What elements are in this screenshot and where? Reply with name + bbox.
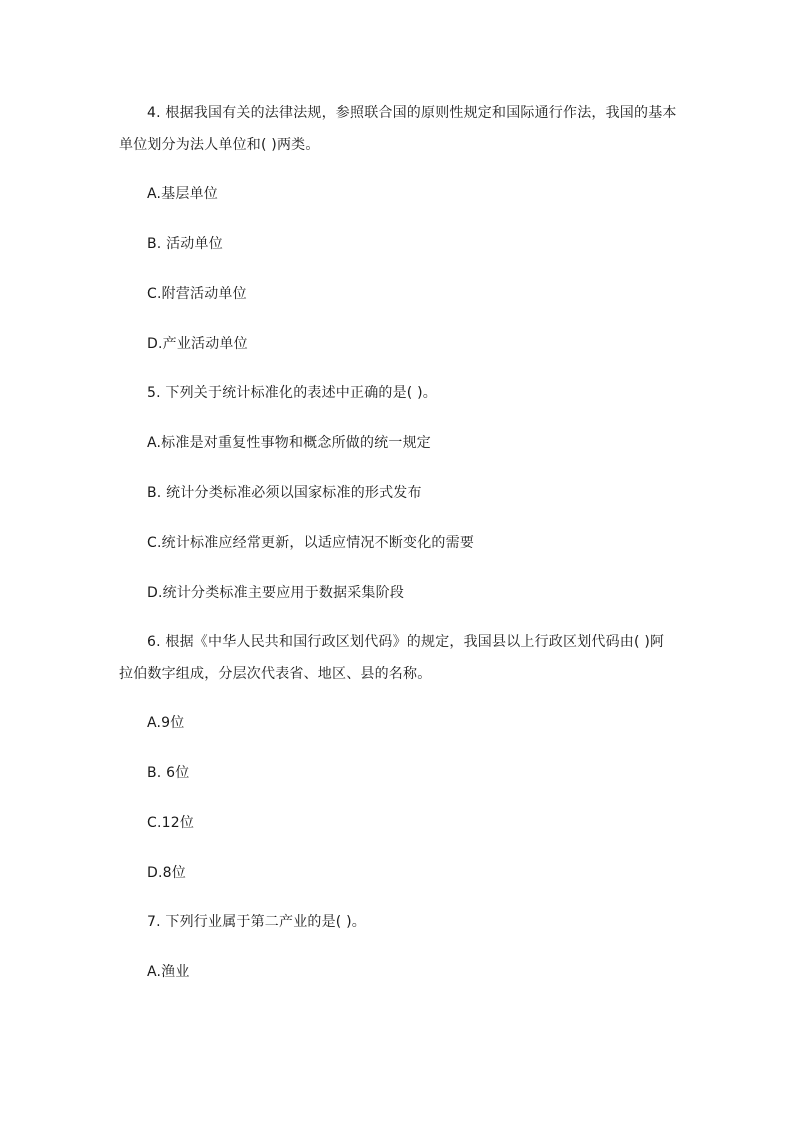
question-4-option-c: C.附营活动单位: [147, 286, 247, 302]
question-5-option-b: B. 统计分类标准必须以国家标准的形式发布: [147, 485, 422, 501]
question-4-option-a: A.基层单位: [147, 186, 218, 202]
question-4-stem-line-2: 单位划分为法人单位和( )两类。: [119, 137, 320, 153]
question-6-option-d: D.8位: [147, 865, 186, 881]
question-6-stem-line-2: 拉伯数字组成，分层次代表省、地区、县的名称。: [119, 666, 432, 682]
question-5-option-d: D.统计分类标准主要应用于数据采集阶段: [147, 585, 405, 601]
question-6-option-a: A.9位: [147, 715, 185, 731]
question-7-option-a: A.渔业: [147, 964, 190, 980]
question-7-stem-line-1: 7. 下列行业属于第二产业的是( )。: [147, 914, 366, 930]
question-6-stem-line-1: 6. 根据《中华人民共和国行政区划代码》的规定，我国县以上行政区划代码由( )阿: [147, 634, 665, 650]
question-4-option-d: D.产业活动单位: [147, 336, 248, 352]
question-5-option-c: C.统计标准应经常更新，以适应情况不断变化的需要: [147, 535, 475, 551]
question-6-option-c: C.12位: [147, 815, 195, 831]
question-6-option-b: B. 6位: [147, 765, 190, 781]
question-5-option-a: A.标准是对重复性事物和概念所做的统一规定: [147, 435, 431, 451]
question-5-stem-line-1: 5. 下列关于统计标准化的表述中正确的是( )。: [147, 385, 437, 401]
question-4-stem-line-1: 4. 根据我国有关的法律法规，参照联合国的原则性规定和国际通行作法，我国的基本: [147, 105, 677, 121]
question-4-option-b: B. 活动单位: [147, 236, 223, 252]
